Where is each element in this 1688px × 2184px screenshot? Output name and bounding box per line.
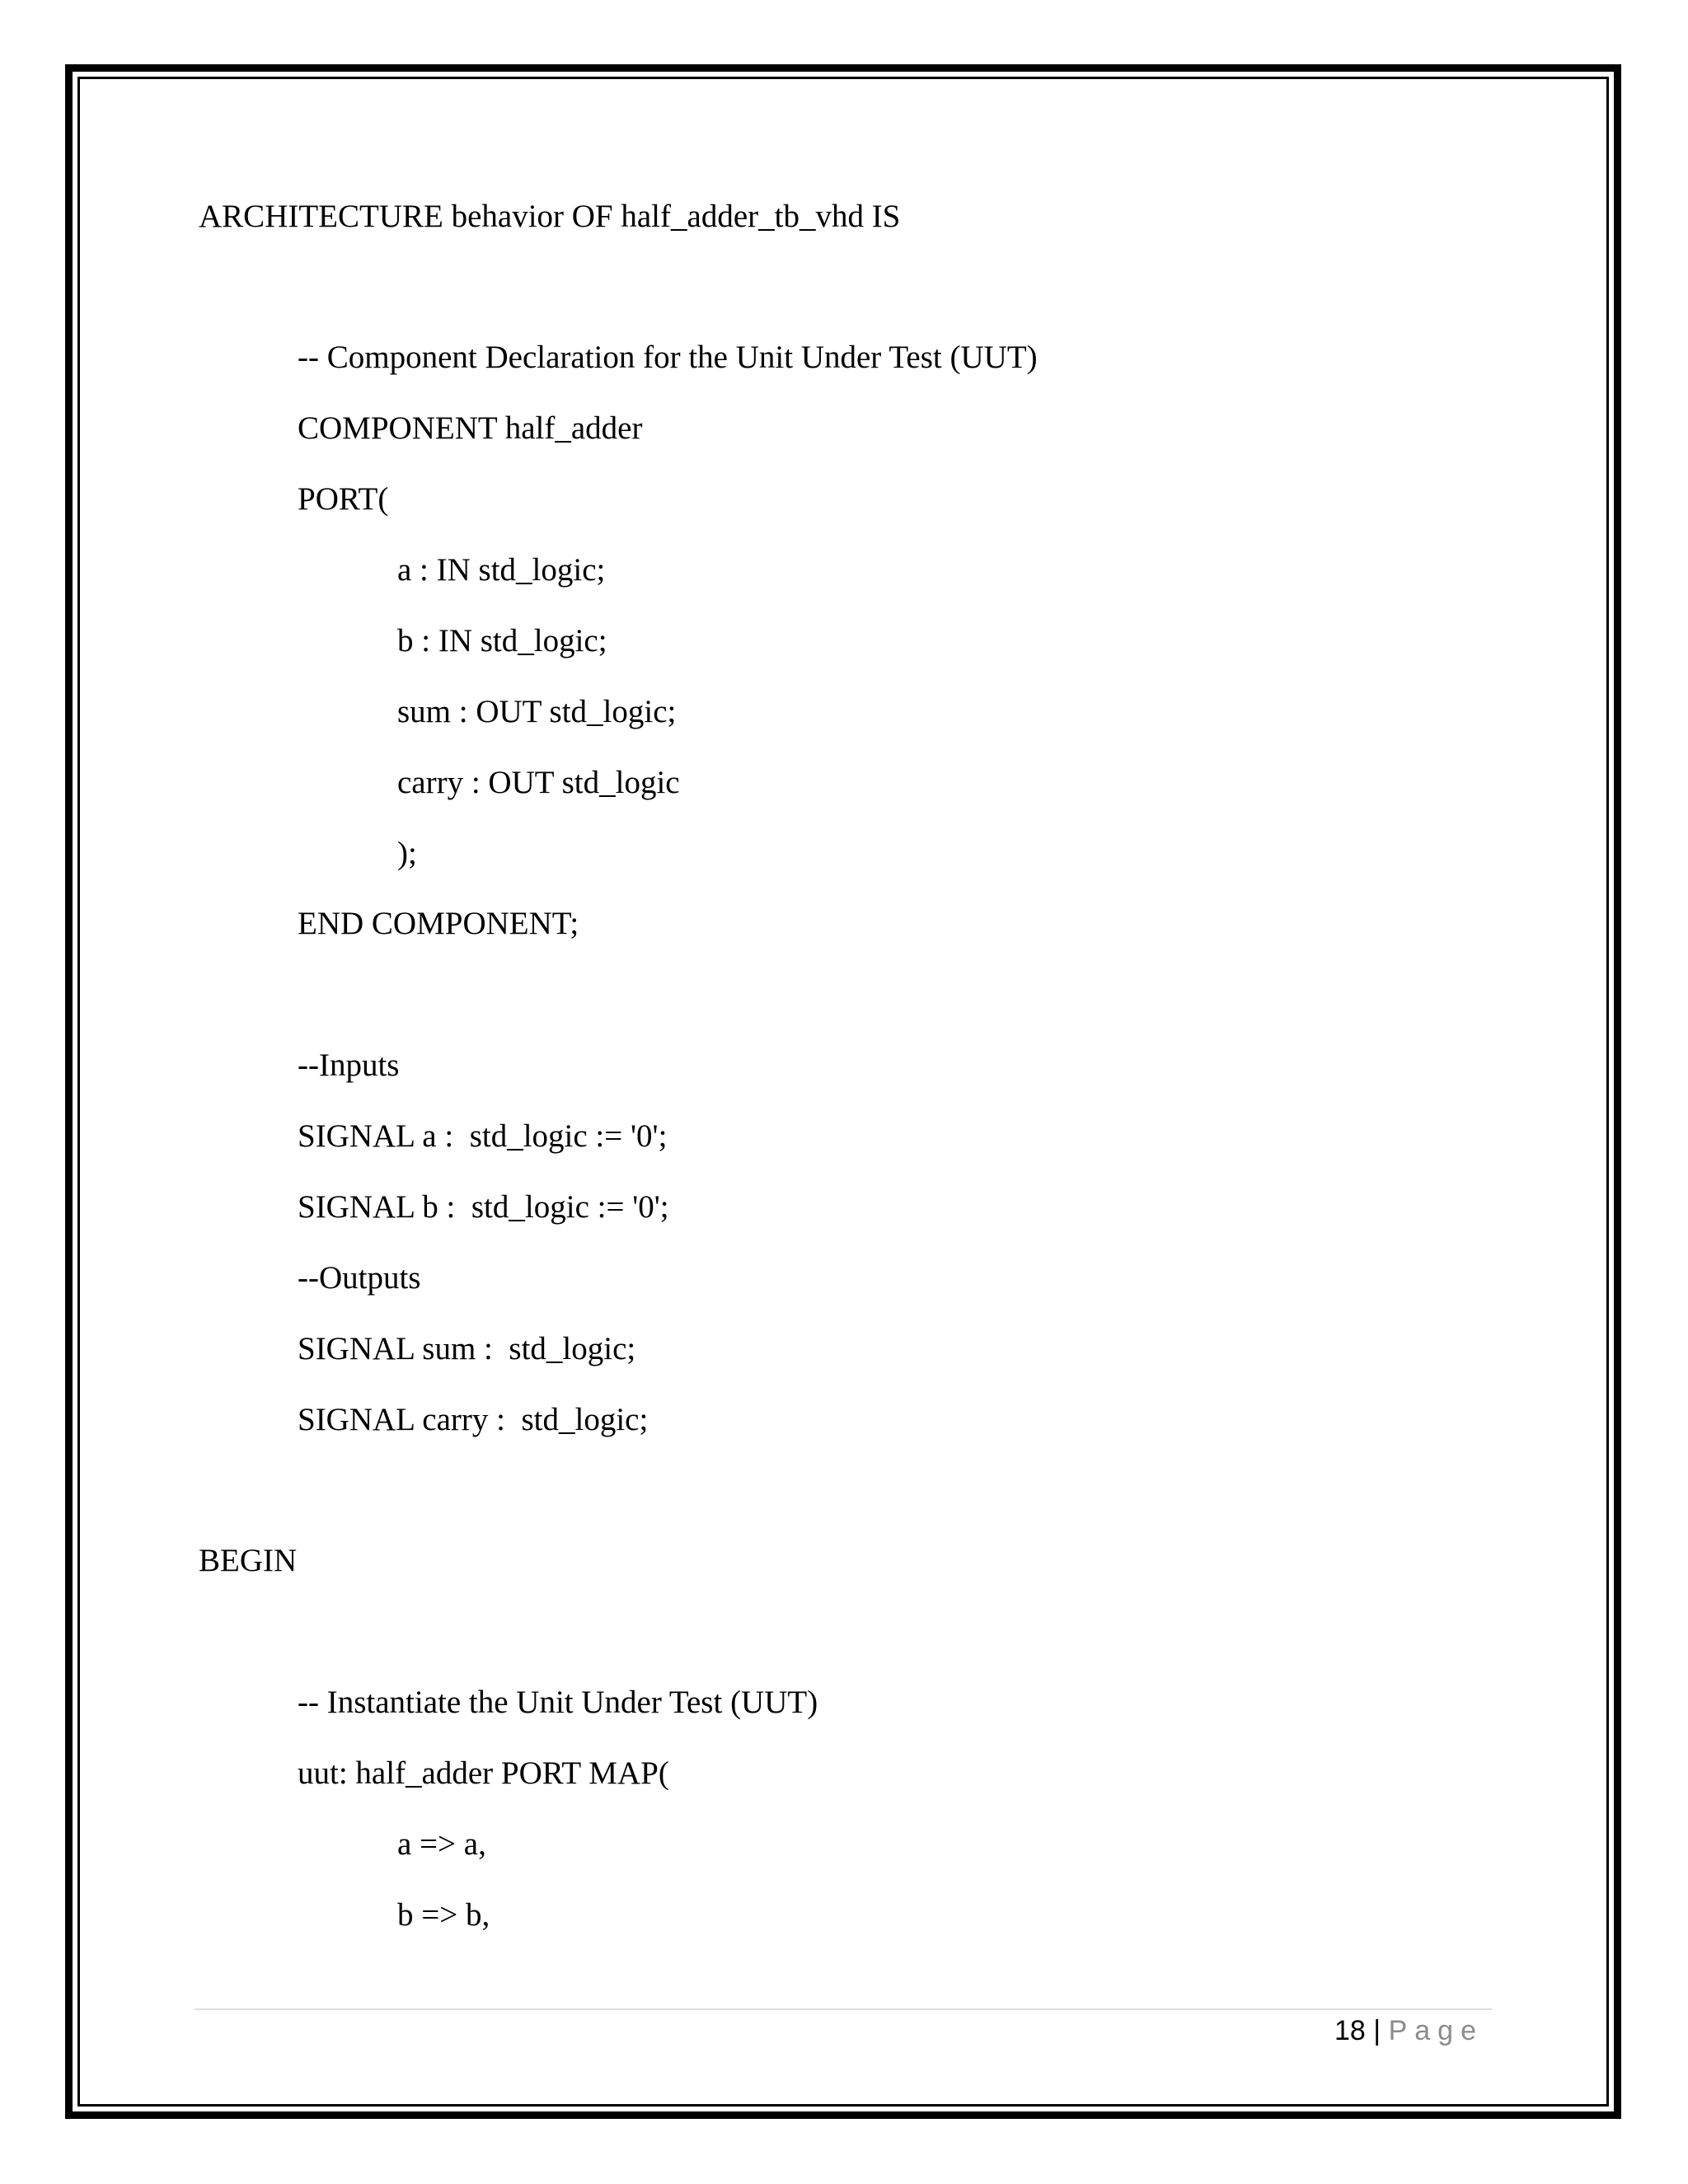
code-line-architecture: ARCHITECTURE behavior OF half_adder_tb_vhd IS (199, 199, 901, 234)
page-label: Page (1388, 2015, 1484, 2046)
code-line-signal-b: SIGNAL b : std_logic := '0'; (298, 1189, 669, 1225)
code-line-signal-sum: SIGNAL sum : std_logic; (298, 1331, 636, 1366)
code-line-comment-outputs: --Outputs (298, 1260, 421, 1296)
code-line-port: PORT( (298, 481, 389, 517)
code-line-component: COMPONENT half_adder (298, 410, 643, 446)
code-line-port-map: uut: half_adder PORT MAP( (298, 1755, 669, 1791)
code-line-port-sum: sum : OUT std_logic; (397, 694, 677, 729)
code-line-port-carry: carry : OUT std_logic (397, 765, 680, 800)
code-line-begin: BEGIN (199, 1543, 298, 1578)
footer-separator: | (1373, 2015, 1381, 2046)
footer-divider (195, 2008, 1492, 2010)
code-line-port-b: b : IN std_logic; (397, 623, 607, 658)
code-line-comment-inputs: --Inputs (298, 1047, 400, 1083)
code-line-map-b: b => b, (397, 1897, 490, 1933)
code-line-end-component: END COMPONENT; (298, 906, 579, 941)
code-line-port-a: a : IN std_logic; (397, 552, 606, 588)
code-line-signal-carry: SIGNAL carry : std_logic; (298, 1402, 649, 1437)
code-line-comment-component: -- Component Declaration for the Unit Under Test (UUT) (298, 340, 1038, 375)
code-line-signal-a: SIGNAL a : std_logic := '0'; (298, 1118, 668, 1154)
page-number: 18 (1334, 2015, 1366, 2046)
code-line-map-a: a => a, (397, 1826, 486, 1862)
code-line-port-close: ); (397, 836, 417, 871)
code-line-comment-instantiate: -- Instantiate the Unit Under Test (UUT) (298, 1685, 818, 1720)
page-footer (1334, 2011, 1484, 2050)
